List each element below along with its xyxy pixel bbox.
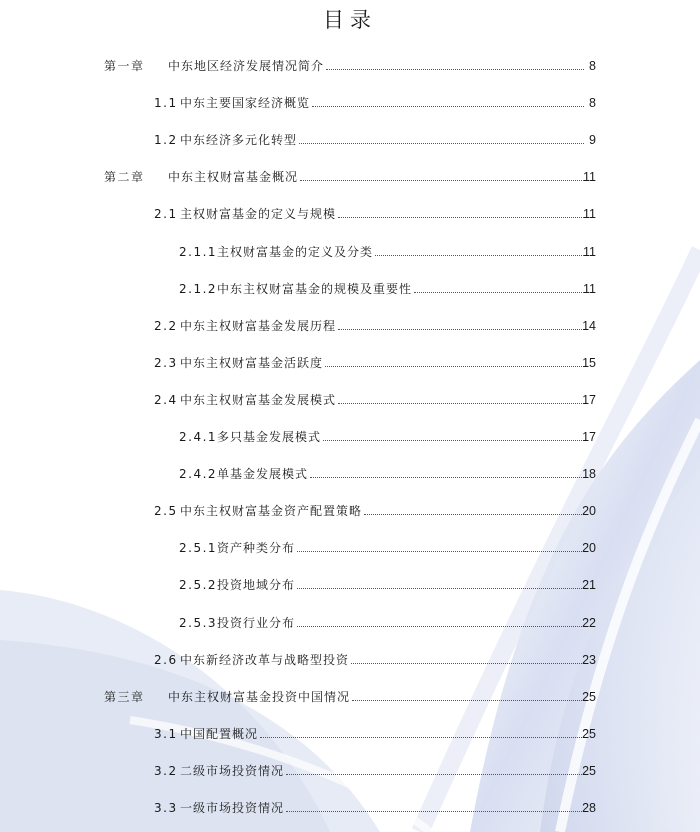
toc-entry-title: 中东主权财富基金活跃度 [180,355,324,370]
toc-entry-page: 20 [582,504,596,519]
toc-leader-dots [297,626,584,627]
toc-entry-title: 中东经济多元化转型 [180,133,298,148]
toc-entry-page: 25 [582,763,596,778]
toc-leader-dots [375,255,584,256]
toc-entry[interactable] [0,389,700,411]
toc-entry[interactable] [0,241,700,263]
toc-entry-number: 2.5 [154,504,178,519]
toc-entry-number: 2.5.2 [179,578,218,593]
toc-leader-dots [338,403,584,404]
toc-entry-page: 18 [582,467,596,482]
toc-entry-number: 第二章 [104,170,145,185]
toc-entry[interactable] [0,500,700,522]
toc-entry-page: 25 [582,689,596,704]
toc-entry[interactable] [0,649,700,671]
toc-entry-page: 14 [582,318,596,333]
toc-entry-page: 11 [583,281,596,296]
toc-entry-page: 21 [582,578,596,593]
toc-entry-number: 2.2 [154,318,178,333]
toc-entry-title: 多只基金发展模式 [217,430,322,444]
toc-entry-page: 8 [589,96,596,111]
toc-entry[interactable] [0,55,700,77]
toc-leader-dots [325,366,584,367]
toc-leader-dots [299,143,584,144]
page-title: 目录 [323,8,377,32]
toc-entry-number: 2.1.1 [179,244,218,259]
toc-entry-page: 15 [582,355,596,370]
toc-entry-page: 8 [589,59,596,73]
toc-entry-title: 一级市场投资情况 [180,801,285,815]
toc-entry-page: 23 [582,652,596,667]
toc-entry-number: 2.6 [154,652,178,667]
toc-entry-page: 11 [583,244,596,259]
toc-entry-title: 中东主权财富基金的规模及重要性 [217,281,413,296]
toc-entry-title: 中东主权财富基金资产配置策略 [180,504,363,519]
toc-leader-dots [260,737,584,738]
toc-leader-dots [323,440,584,441]
toc-entry[interactable] [0,723,700,745]
toc-entry[interactable] [0,92,700,114]
toc-entry-title: 二级市场投资情况 [180,763,285,778]
toc-entry[interactable] [0,612,700,634]
toc-entry-title: 资产种类分布 [217,541,296,556]
toc-entry-title: 中东主权财富基金概况 [168,170,299,185]
toc-leader-dots [364,514,584,515]
toc-entry[interactable] [0,129,700,151]
toc-entry[interactable] [0,686,700,708]
toc-entry-title: 中东主权财富基金投资中国情况 [168,689,351,704]
toc-entry[interactable] [0,315,700,337]
toc-entry-title: 投资行业分布 [217,615,296,630]
toc-leader-dots [414,292,584,293]
toc-entry-number: 第三章 [104,689,145,704]
toc-leader-dots [300,180,584,181]
toc-leader-dots [338,329,584,330]
toc-entry-title: 单基金发展模式 [217,467,309,482]
toc-entry-number: 2.1.2 [179,281,218,296]
toc-entry-title: 中东主权财富基金发展模式 [180,392,337,407]
toc-leader-dots [326,69,584,70]
toc-entry-number: 1.2 [154,133,178,148]
toc-entry-title: 投资地域分布 [217,578,296,593]
toc-leader-dots [352,700,584,701]
toc-entry-page: 28 [582,801,596,815]
toc-leader-dots [297,551,584,552]
toc-leader-dots [351,663,584,664]
toc-entry-number: 2.3 [154,355,178,370]
toc-entry-page: 9 [589,133,596,148]
toc-entry-title: 主权财富基金的定义及分类 [217,244,374,259]
toc-entry-title: 中东主权财富基金发展历程 [180,318,337,333]
toc-entry-number: 2.4.2 [179,467,218,482]
toc-entry[interactable] [0,797,700,819]
toc-entry-title: 中东新经济改革与战略型投资 [180,652,350,667]
toc-entry-number: 第一章 [104,59,145,73]
toc-entry[interactable] [0,352,700,374]
toc-leader-dots [297,588,584,589]
toc-entry[interactable] [0,426,700,448]
toc-leader-dots [310,477,584,478]
toc-entry-number: 3.3 [154,801,178,815]
toc-entry-number: 3.2 [154,763,178,778]
toc-entry-page: 11 [583,170,596,185]
toc-leader-dots [286,774,584,775]
toc-entry-number: 2.1 [154,207,178,222]
toc-entry-title: 中东主要国家经济概览 [180,96,311,111]
toc-entry-page: 11 [583,207,596,222]
toc-entry-page: 17 [582,392,596,407]
toc-entry-number: 1.1 [154,96,178,111]
toc-entry-number: 2.5.1 [179,541,218,556]
toc-entry[interactable] [0,760,700,782]
toc-entry-page: 22 [582,615,596,630]
toc-entry-page: 20 [582,541,596,556]
toc-entry-title: 主权财富基金的定义与规模 [180,207,337,222]
toc-entry-number: 2.5.3 [179,615,218,630]
toc-entry[interactable] [0,278,700,300]
toc-entry[interactable] [0,463,700,485]
toc-entry[interactable] [0,537,700,559]
toc-entry[interactable] [0,574,700,596]
toc-entry[interactable] [0,166,700,188]
toc-entry-title: 中东地区经济发展情况简介 [168,59,325,73]
toc-leader-dots [312,106,584,107]
toc-entry-number: 3.1 [154,726,178,741]
toc-leader-dots [286,811,584,812]
toc-entry-page: 17 [582,430,596,444]
toc-entry-page: 25 [582,726,596,741]
toc-entry-number: 2.4.1 [179,430,218,444]
toc-entry-number: 2.4 [154,392,178,407]
toc-entry-title: 中国配置概况 [180,726,259,741]
toc-entry[interactable] [0,203,700,225]
toc-leader-dots [338,217,584,218]
